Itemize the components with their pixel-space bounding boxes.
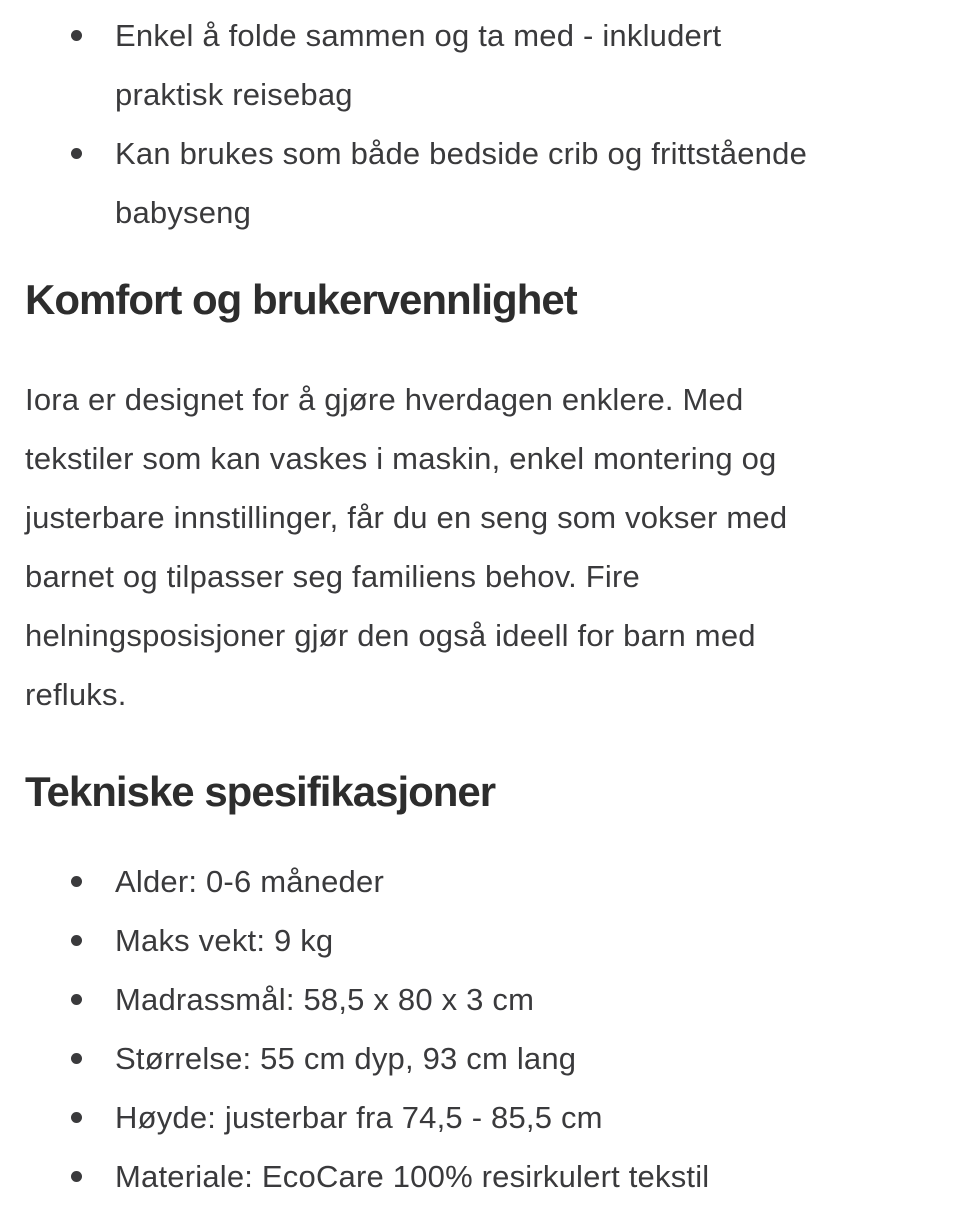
spec-list-item: Maks vekt: 9 kg (25, 911, 815, 970)
comfort-paragraph: Iora er designet for å gjøre hverdagen enklere. Med tekstiler som kan vaskes i maskin, enkel montering og justerbare innstillinger, får du en seng som vokser med barnet og tilpasser seg familiens behov. Fire helningsposisjoner gjør den også ideell for barn med refluks. (25, 382, 788, 712)
feature-list-item: Kan brukes som både bedside crib og frittstående babyseng (25, 124, 815, 242)
product-description-section (0, 6, 960, 1206)
spec-list-item: Størrelse: 55 cm dyp, 93 cm lang (25, 1029, 815, 1088)
specs-section-heading: Tekniske spesifikasjoner (25, 768, 496, 815)
feature-list-item: Enkel å folde sammen og ta med - inkludert praktisk reisebag (25, 6, 815, 124)
comfort-section-heading: Komfort og brukervennlighet (25, 276, 577, 323)
specs-list (25, 852, 815, 1206)
spec-list-item: Materiale: EcoCare 100% resirkulert tekstil (25, 1147, 815, 1206)
spec-list-item: Høyde: justerbar fra 74,5 - 85,5 cm (25, 1088, 815, 1147)
spec-list-item: Madrassmål: 58,5 x 80 x 3 cm (25, 970, 815, 1029)
features-list (25, 6, 815, 242)
page (0, 6, 960, 1210)
spec-list-item: Alder: 0-6 måneder (25, 852, 815, 911)
